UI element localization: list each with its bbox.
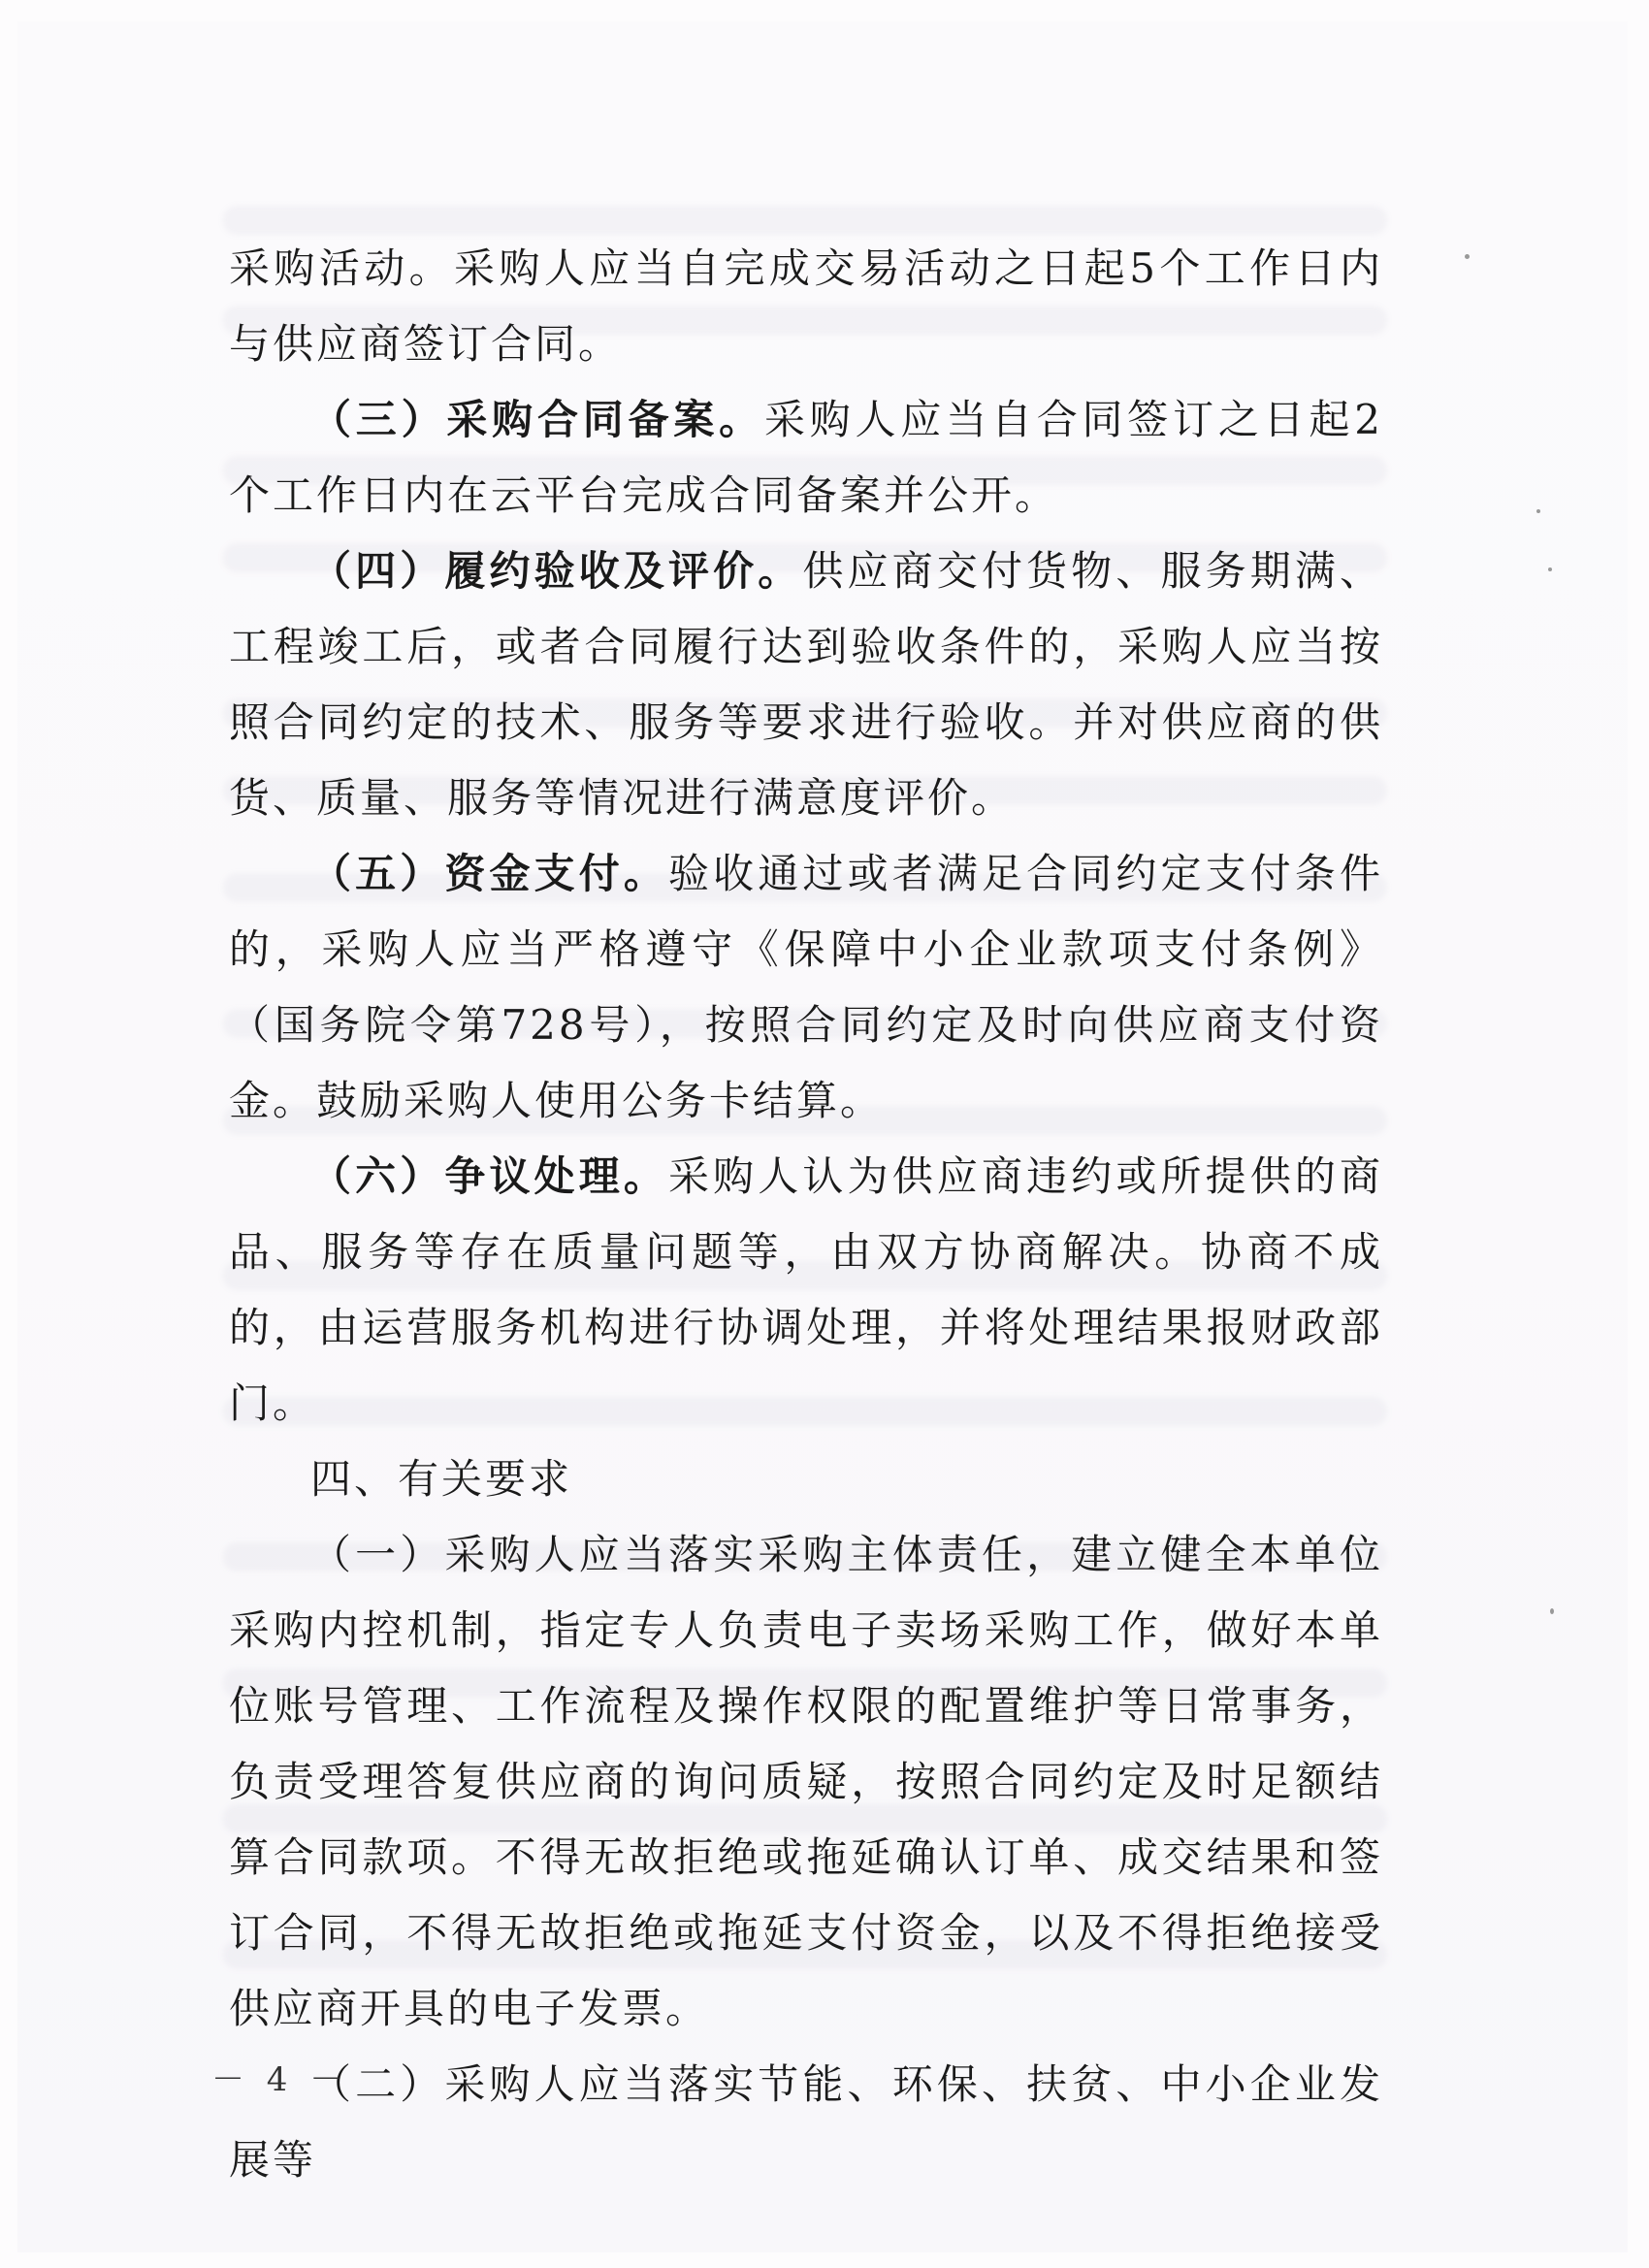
paragraph-text: 供应商交付货物、服务期满、工程竣工后，或者合同履行达到验收条件的，采购人应当按照合同约定的技术、服务等要求进行验收。并对供应商的供货、质量、服务等情况进行满意度评价。	[229, 547, 1383, 822]
paragraph-payment	[229, 836, 1383, 1139]
requirement-item: （一）采购人应当落实采购主体责任，建立健全本单位采购内控机制，指定专人负责电子卖场采购工作，做好本单位账号管理、工作流程及操作权限的配置维护等日常事务，负责受理答复供应商的询问质疑，按照合同约定及时足额结算合同款项。不得无故拒绝或拖延确认订单、成交结果和签订合同，不得无故拒绝或拖延支付资金，以及不得拒绝接受供应商开具的电子发票。	[229, 1531, 1383, 2032]
paragraph-heading: （五）资金支付。	[310, 850, 669, 897]
scan-speck	[1465, 254, 1470, 259]
paragraph-text: 验收通过或者满足合同约定支付条件的，采购人应当严格遵守《保障中小企业款项支付条例》（国务院令第728号），按照合同约定及时向供应商支付资金。鼓励采购人使用公务卡结算。	[229, 850, 1383, 1124]
scan-speck	[1550, 1608, 1554, 1614]
paragraph-heading: （四）履约验收及评价。	[310, 547, 803, 595]
scan-speck	[1536, 509, 1540, 513]
paragraph-text: 采购人认为供应商违约或所提供的商品、服务等存在质量问题等，由双方协商解决。协商不成的，由运营服务机构进行协调处理，并将处理结果报财政部门。	[229, 1152, 1383, 1427]
paragraph-contract-filing	[229, 382, 1383, 534]
document-body	[229, 231, 1383, 2198]
paragraph-heading: （六）争议处理。	[310, 1152, 669, 1200]
paragraph-continuation	[229, 231, 1383, 382]
paragraph-dispute	[229, 1139, 1383, 1442]
paragraph-text: 采购活动。采购人应当自完成交易活动之日起5个工作日内与供应商签订合同。	[229, 244, 1383, 368]
paragraph-heading: （三）采购合同备案。	[310, 396, 764, 443]
section-heading: 四、有关要求	[310, 1455, 573, 1503]
requirement-item: （二）采购人应当落实节能、环保、扶贫、中小企业发展等	[229, 2060, 1383, 2184]
scan-speck	[1548, 567, 1552, 571]
paragraph-text: 采购人应当自合同签订之日起2个工作日内在云平台完成合同备案并公开。	[229, 396, 1383, 519]
paragraph-acceptance	[229, 534, 1383, 836]
page-number: － 4 －	[211, 2060, 349, 2099]
